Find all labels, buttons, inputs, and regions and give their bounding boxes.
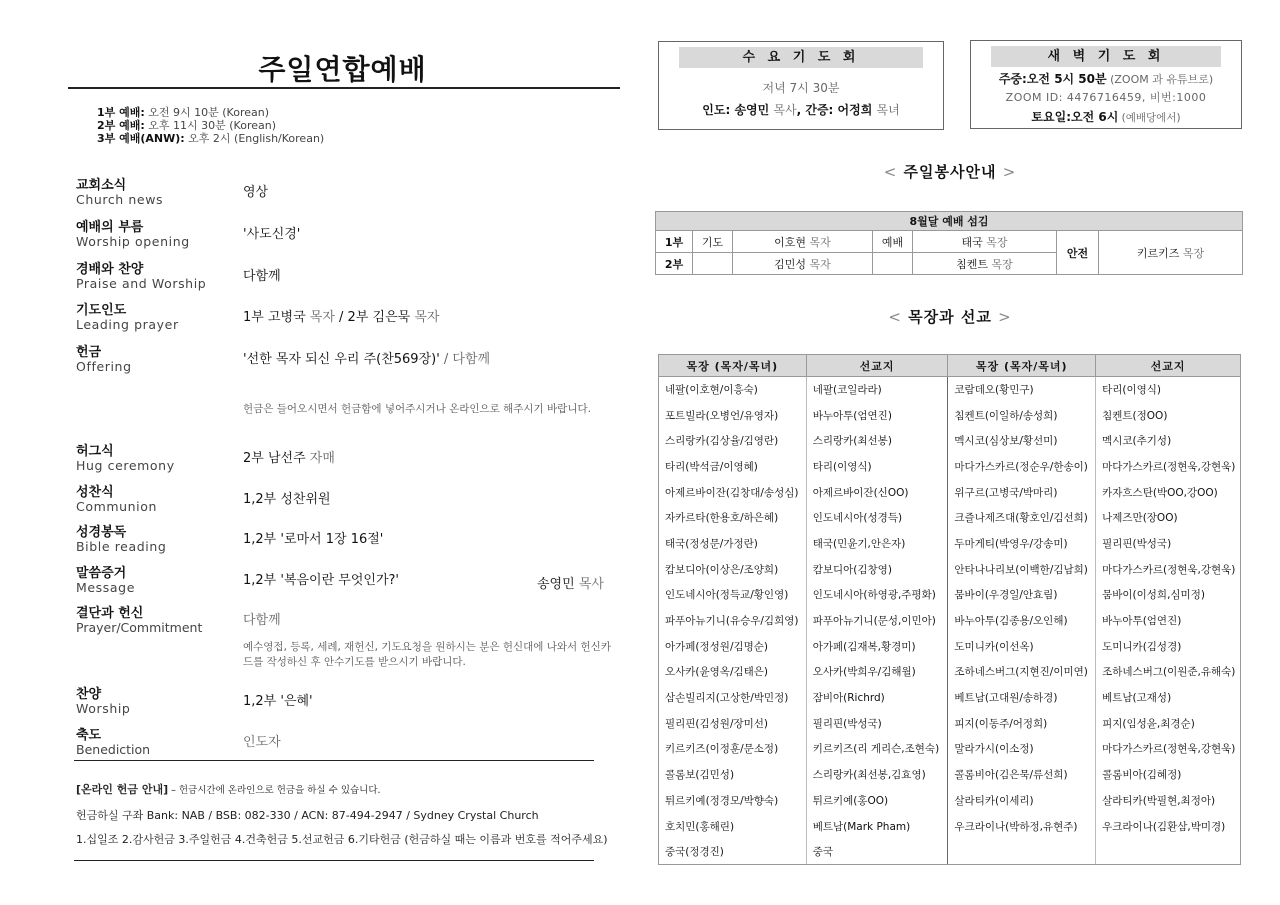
table-cell: 바누아투(엄연진)	[1096, 608, 1241, 634]
table-cell: 네팔(이호현/이흥숙)	[659, 377, 807, 403]
table-cell: 마다가스카르(정현욱,강현욱)	[1096, 736, 1241, 762]
table-cell: 코람데오(황민구)	[948, 377, 1096, 403]
table-row: 2부 김민성 목자 침켄트 목장	[656, 253, 1243, 275]
table-row: 1부 기도 이호현 목자 예배 태국 목장 안전 키르키즈 목장	[656, 231, 1243, 253]
mission-section-title: < 목장과 선교 >	[888, 308, 1012, 326]
table-cell: 콜롬보(김민성)	[659, 762, 807, 788]
commitment-note: 예수영접, 등록, 세례, 재헌신, 기도요청을 원하시는 분은 헌신대에 나와서 헌신카드를 작성하신 후 안수기도를 받으시기 바랍니다.	[243, 641, 611, 668]
table-cell: 베트남(Mark Pham)	[806, 813, 948, 839]
table-cell: 잠비아(Richrd)	[806, 685, 948, 711]
worship-program: 주일연합예배 1부 예배: 오전 9시 10분 (Korean) 2부 예배: 오후 11시 30분 (Korean) 3부 예배(ANW): 오후 2시 (English/Korean) 교회소식 Church news 영상 예배의 부름 Worship opening '사도신경' 경배와 찬양 Praise and Worship 다함께 기도인도 Leading prayer 1부 고병국 목자 / 2부 김은묵 목자 헌금 Offering '선한 목자 되신 우리 주(찬569장)' / 다함께 헌금은 들어오시면서 헌금함에 넣어주시거나 온라인으로 해주시기 바랍니다. 허그식 Hug ceremony 2부 남선주 자매 성찬식 Communion 1,2부 성찬위원 성경봉독 Bible reading 1,2부 '로마서 1장 16절' 말씀증거 Message 1,2부 '복음이란 무엇인가?' 송영민 목사 결단과 헌신 Prayer/Commitment 다함께 예수영접, 등록, 세례, 재헌신, 기도요청을 원하시는 분은 헌신대에 나와서 헌신카드를 작성하신 후 안수기도를 받으시기 바랍니다. 찬양 Worship 1,2부 '은혜' 축도 Benediction 인도자 [온라인 헌금 안내] – 헌금시간에 온라인으로 헌금을 하실 수 있습니다. 헌금하실 구좌 Bank: NAB / BSB: 082-330 / ACN: 87-494-2947 / Sydney Crystal Church 1.십일조 2.감사헌금 3.주일헌금 4.건축헌금 5.선교헌금 6.기타헌금 (헌금하실 때는 이름과 번호를 적어주세요)	[60, 40, 625, 880]
table-cell: 뭄바이(우경일/안효림)	[948, 582, 1096, 608]
table-cell: 아가페(정성원/김명순)	[659, 633, 807, 659]
table-cell: 말라가시(이소정)	[948, 736, 1096, 762]
wednesday-prayer-box	[658, 41, 944, 130]
table-cell: 필리핀(김성원/장미선)	[659, 710, 807, 736]
table-cell: 중국	[806, 839, 948, 865]
title-divider	[68, 87, 620, 89]
table-cell: 피지(임성윤,최경순)	[1096, 710, 1241, 736]
table-row	[659, 710, 1241, 736]
table-row	[659, 839, 1241, 865]
table-cell: 파푸아뉴기니(문성,이민아)	[806, 608, 948, 634]
table-cell	[948, 839, 1096, 865]
dawn-prayer-title: 새 벽 기 도 회	[991, 46, 1221, 67]
table-row	[659, 762, 1241, 788]
service-table-header: 8월달 예배 섬김	[656, 212, 1243, 231]
service-section-title: < 주일봉사안내 >	[883, 163, 1017, 181]
table-cell: 튀르키예(정경모/박향숙)	[659, 788, 807, 814]
table-row	[659, 813, 1241, 839]
table-row	[659, 659, 1241, 685]
service-time-1: 1부 예배: 오전 9시 10분 (Korean)	[97, 106, 269, 119]
table-cell: 마다가스카르(정현욱,강현욱)	[1096, 454, 1241, 480]
table-row	[659, 505, 1241, 531]
table-cell: 도미니카(이선옥)	[948, 633, 1096, 659]
table-cell: 조하네스버그(이원준,유해숙)	[1096, 659, 1241, 685]
table-cell: 살라티카(박필현,최정아)	[1096, 788, 1241, 814]
table-cell: 아제르바이잔(김창대/송성심)	[659, 479, 807, 505]
table-cell: 카자흐스탄(박OO,강OO)	[1096, 479, 1241, 505]
table-cell: 키르키즈(이정훈/문소정)	[659, 736, 807, 762]
safety-label: 안전	[1057, 231, 1099, 275]
table-cell: 침켄트(이일하/송성희)	[948, 402, 1096, 428]
preacher: 송영민 목사	[537, 577, 604, 592]
table-cell: 포트빌라(오병언/유영자)	[659, 402, 807, 428]
table-cell: 멕시코(추기성)	[1096, 428, 1241, 454]
table-cell: 캄보디아(김창영)	[806, 556, 948, 582]
table-cell: 네팔(코일라라)	[806, 377, 948, 403]
table-cell: 인도네시아(성경득)	[806, 505, 948, 531]
table-row	[659, 531, 1241, 557]
table-cell: 나제즈만(장OO)	[1096, 505, 1241, 531]
table-cell: 스리랑카(최선봉)	[806, 428, 948, 454]
dawn-prayer-weekday: 주중:오전 5시 50분 (ZOOM 과 유튜브로)	[998, 72, 1214, 86]
table-cell: 타리(이영식)	[806, 454, 948, 480]
online-divider-bottom	[74, 860, 594, 861]
service-time-2: 2부 예배: 오후 11시 30분 (Korean)	[97, 119, 276, 132]
table-row	[659, 788, 1241, 814]
table-cell: 크즐나제즈대(황호인/김선희)	[948, 505, 1096, 531]
table-cell: 파푸아뉴기니(유승우/김희영)	[659, 608, 807, 634]
wednesday-prayer-title: 수 요 기 도 회	[679, 47, 923, 68]
table-cell: 태국(정성문/가정란)	[659, 531, 807, 557]
table-cell: 필리핀(박성국)	[1096, 531, 1241, 557]
table-cell	[1096, 839, 1241, 865]
table-cell: 캄보디아(이상은/조양희)	[659, 556, 807, 582]
table-cell: 키르키즈(리 게리슨,조현숙)	[806, 736, 948, 762]
safety-value: 키르키즈 목장	[1099, 231, 1243, 275]
table-cell: 스리랑카(김상율/김영란)	[659, 428, 807, 454]
dawn-prayer-box	[970, 40, 1242, 129]
table-cell: 타리(이영식)	[1096, 377, 1241, 403]
table-cell: 바누아투(엄연진)	[806, 402, 948, 428]
table-cell: 두마게티(박영우/강송미)	[948, 531, 1096, 557]
table-cell: 인도네시아(하영광,주평화)	[806, 582, 948, 608]
table-cell: 스리랑카(최선봉,김효영)	[806, 762, 948, 788]
table-row	[659, 454, 1241, 480]
table-cell: 호치민(홍해린)	[659, 813, 807, 839]
service-times	[97, 106, 324, 145]
online-offering-types: 1.십일조 2.감사헌금 3.주일헌금 4.건축헌금 5.선교헌금 6.기타헌금 (헌금하실 때는 이름과 번호를 적어주세요)	[76, 833, 608, 846]
dawn-prayer-saturday: 토요일:오전 6시 (예배당에서)	[1031, 110, 1181, 124]
page-title: 주일연합예배	[258, 53, 427, 86]
mission-table	[658, 354, 1241, 865]
mission-table-header: 목장 (목자/목녀) 선교지 목장 (목자/목녀) 선교지	[659, 355, 1241, 377]
table-cell: 콜롬비아(김혜정)	[1096, 762, 1241, 788]
table-row	[659, 402, 1241, 428]
wednesday-prayer-time: 저녁 7시 30분	[762, 81, 840, 95]
table-cell: 태국(민윤기,안은자)	[806, 531, 948, 557]
online-account: 헌금하실 구좌 Bank: NAB / BSB: 082-330 / ACN: 87-494-2947 / Sydney Crystal Church	[76, 809, 539, 822]
table-cell: 베트남(고재성)	[1096, 685, 1241, 711]
dawn-prayer-zoom: ZOOM ID: 4476716459, 비번:1000	[1005, 91, 1207, 104]
table-cell: 도미니카(김성경)	[1096, 633, 1241, 659]
table-cell: 아제르바이잔(신OO)	[806, 479, 948, 505]
table-cell: 중국(정경진)	[659, 839, 807, 865]
table-cell: 우크라이나(김환삼,박미경)	[1096, 813, 1241, 839]
offering-note: 헌금은 들어오시면서 헌금함에 넣어주시거나 온라인으로 해주시기 바랍니다.	[243, 403, 591, 415]
table-cell: 타리(박석금/이영혜)	[659, 454, 807, 480]
table-cell: 필리핀(박성국)	[806, 710, 948, 736]
table-row	[659, 736, 1241, 762]
service-table	[655, 211, 1243, 275]
table-cell: 마다가스카르(정현욱,강현욱)	[1096, 556, 1241, 582]
table-cell: 삼손빌리지(고상한/박민정)	[659, 685, 807, 711]
table-cell: 침켄트(정OO)	[1096, 402, 1241, 428]
table-cell: 우크라이나(박하정,유현주)	[948, 813, 1096, 839]
table-cell: 바누아투(김종용/오인해)	[948, 608, 1096, 634]
table-cell: 오사카(박희우/김해월)	[806, 659, 948, 685]
table-cell: 튀르키예(홍OO)	[806, 788, 948, 814]
table-cell: 위구르(고병국/박마리)	[948, 479, 1096, 505]
table-cell: 마다가스카르(정순우/한송이)	[948, 454, 1096, 480]
table-row	[659, 582, 1241, 608]
table-cell: 베트남(고대원/송하경)	[948, 685, 1096, 711]
table-row	[659, 479, 1241, 505]
service-time-3: 3부 예배(ANW): 오후 2시 (English/Korean)	[97, 132, 325, 145]
table-row	[659, 633, 1241, 659]
table-row	[659, 428, 1241, 454]
online-divider-top	[74, 760, 594, 761]
table-cell: 인도네시아(정득교/황인영)	[659, 582, 807, 608]
table-cell: 오사카(윤영옥/김태은)	[659, 659, 807, 685]
table-cell: 뭄바이(이성희,심미정)	[1096, 582, 1241, 608]
table-cell: 멕시코(심상보/황선미)	[948, 428, 1096, 454]
table-cell: 안타나나리보(이백한/김남희)	[948, 556, 1096, 582]
table-cell: 아가페(김재복,황경미)	[806, 633, 948, 659]
table-cell: 살라티카(이세리)	[948, 788, 1096, 814]
wednesday-prayer-leaders: 인도: 송영민 목사, 간증: 어정희 목녀	[702, 103, 900, 117]
table-cell: 피지(이동주/어정희)	[948, 710, 1096, 736]
table-cell: 콜롬비아(김은묵/류선희)	[948, 762, 1096, 788]
table-row	[659, 556, 1241, 582]
online-offering-title: [온라인 헌금 안내] – 헌금시간에 온라인으로 헌금을 하실 수 있습니다.	[76, 783, 381, 796]
table-row	[659, 685, 1241, 711]
table-cell: 자카르타(한용호/하은혜)	[659, 505, 807, 531]
table-row	[659, 608, 1241, 634]
table-row	[659, 377, 1241, 403]
table-cell: 조하네스버그(지현진/이미연)	[948, 659, 1096, 685]
